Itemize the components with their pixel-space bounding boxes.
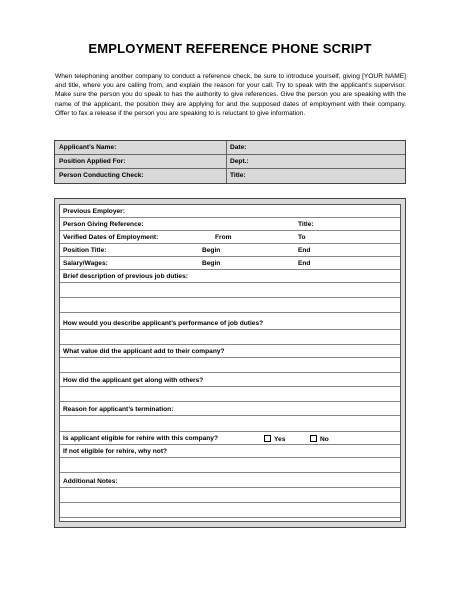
blank-line[interactable] (60, 460, 400, 473)
position-title-field[interactable] (60, 244, 400, 257)
blank-line[interactable] (60, 360, 400, 373)
position-title-label: Position Title: (63, 247, 107, 254)
not-eligible-field[interactable] (60, 445, 400, 458)
not-eligible-label: If not eligible for rehire, why not? (63, 448, 168, 455)
date-field[interactable]: Date: (230, 144, 247, 151)
person-giving-reference-field[interactable] (60, 218, 400, 231)
performance-label: How would you describe applicant’s performance of job duties? (63, 320, 264, 327)
value-added-label: What value did the applicant add to their company? (63, 348, 225, 355)
table-row (55, 169, 405, 183)
get-along-label: How did the applicant get along with others? (63, 377, 204, 384)
rehire-label: Is applicant eligible for rehire with this company? (63, 435, 218, 442)
intro-paragraph: When telephoning another company to conduct a reference check, be sure to introduce yourself, giving [YOUR NAME] and title, where you are calling from, and explain the reason for your call. Try to speak with the applicant’s supervisor. Make sure the person you do speak to has the authority to give references. Give the person you are speaking with the name of the applicant, the position they are applying for and the supposed dates of employment with their company. Offer to fax a release if the person you are speaking to is reluctant to give information. (55, 73, 406, 117)
value-added-field[interactable] (60, 345, 400, 358)
yes-label: Yes (274, 436, 286, 443)
yes-checkbox[interactable] (264, 435, 271, 442)
verified-dates-field[interactable] (60, 231, 400, 244)
blank-line[interactable] (60, 300, 400, 313)
termination-field[interactable] (60, 403, 400, 416)
from-label: From (215, 234, 232, 241)
position-end-label: End (298, 247, 311, 254)
brief-description-label: Brief description of previous job duties: (63, 273, 188, 280)
salary-label: Salary/Wages: (63, 260, 108, 267)
additional-notes-label: Additional Notes: (63, 478, 118, 485)
salary-end-label: End (298, 260, 311, 267)
document-title: EMPLOYMENT REFERENCE PHONE SCRIPT (88, 41, 372, 56)
reference-form (54, 198, 406, 528)
verified-dates-label: Verified Dates of Employment: (63, 234, 159, 241)
salary-field[interactable] (60, 257, 400, 270)
conductor-title-field[interactable]: Title: (230, 172, 246, 179)
previous-employer-label: Previous Employer: (63, 208, 125, 215)
rehire-field (60, 432, 400, 445)
blank-line[interactable] (60, 505, 400, 518)
blank-line[interactable] (60, 419, 400, 432)
no-checkbox[interactable] (310, 435, 317, 442)
termination-label: Reason for applicant’s termination: (63, 406, 174, 413)
to-label: To (298, 234, 306, 241)
position-applied-field[interactable]: Position Applied For: (55, 155, 227, 168)
table-row (55, 141, 405, 155)
get-along-field[interactable] (60, 374, 400, 387)
applicant-info-table (54, 140, 406, 184)
rehire-no-option[interactable] (310, 435, 329, 443)
reference-form-inner (59, 204, 401, 522)
previous-employer-field[interactable] (60, 205, 400, 218)
no-label: No (320, 436, 329, 443)
blank-line[interactable] (60, 389, 400, 402)
salary-begin-label: Begin (202, 260, 221, 267)
blank-line[interactable] (60, 490, 400, 503)
applicant-name-field[interactable]: Applicant’s Name: (55, 141, 227, 154)
brief-description-field[interactable] (60, 270, 400, 283)
position-begin-label: Begin (202, 247, 221, 254)
reference-title-label: Title: (298, 221, 314, 228)
blank-line[interactable] (60, 285, 400, 298)
blank-line[interactable] (60, 332, 400, 345)
performance-field[interactable] (60, 317, 400, 330)
person-conducting-field[interactable]: Person Conducting Check: (55, 169, 227, 183)
table-row (55, 155, 405, 169)
dept-field[interactable]: Dept.: (230, 158, 249, 165)
additional-notes-field[interactable] (60, 475, 400, 488)
person-giving-reference-label: Person Giving Reference: (63, 221, 144, 228)
rehire-yes-option[interactable] (264, 435, 285, 443)
